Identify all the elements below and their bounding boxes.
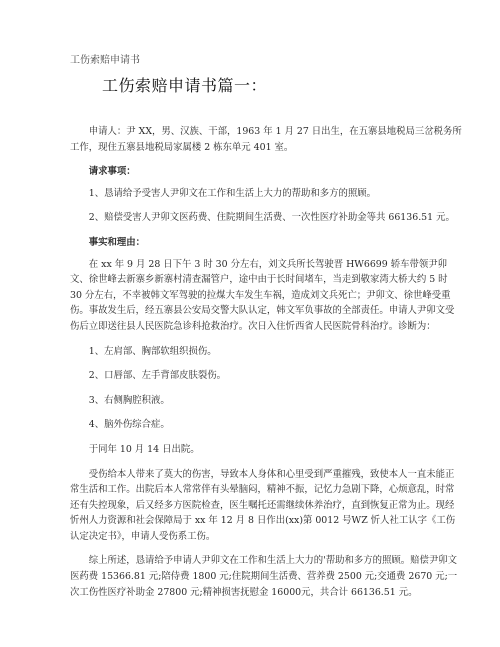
applicant-paragraph: 申请人：尹 XX，男、汉族、干部，1963 年 1 月 27 日出生，在五寨县地税局三岔税务所工作，现住五寨县地税局家属楼 2 栋东单元 401 室。 (70, 126, 462, 153)
discharge-paragraph: 于同年 10 月 14 日出院。 (88, 443, 200, 455)
diagnosis-item-2: 2、口唇部、左手背部皮肤裂伤。 (88, 370, 227, 382)
diagnosis-item-4: 4、脑外伤综合症。 (88, 419, 170, 431)
page-header: 工伤索赔申请书 (70, 55, 140, 66)
diagnosis-item-1: 1、左肩部、胸部软组织损伤。 (88, 345, 217, 357)
request-item-2: 2、赔偿受害人尹卯文医药费、住院期间生活费、一次性医疗补助金等共 66136.51 元。 (88, 212, 455, 224)
facts-heading: 事实和理由： (88, 236, 146, 248)
requests-heading: 请求事项： (88, 166, 136, 178)
summary-paragraph: 综上所述，恳请给予申请人尹卯文在工作和生活上大力的'帮助和多方的照顾。赔偿尹卯文医药费 15366.81 元;陪侍费 1800 元;住院期间生活费、营养费 2500 元;交通费 2670 元;一次工伤性医疗补助金 27800 元;精神损害抚慰金 16000元，共合计 66136.51 元。 (70, 555, 458, 598)
document-body (70, 124, 462, 609)
diagnosis-item-3: 3、右侧胸腔积液。 (88, 394, 170, 406)
injury-paragraph: 受伤给本人带来了莫大的伤害，导致本人身体和心里受到严重摧残，致使本人一直未能正常生活和工作。出院后本人常常伴有头晕脑闷，精神不振，记忆力急剧下降，心烦意乱，时常还有失控现象，后又经多方医院检查，医生嘱托还需继续休养治疗，直到恢复正常为止。现经忻州人力资源和社会保障局于 xx 年 12 月 8 日作出(xx)第 0012 号WZ 忻人社工认字《工伤认定决定书》，申请人受伤系工伤。 (70, 468, 456, 542)
document-title: 工伤索赔申请书篇一： (102, 76, 268, 95)
request-item-1: 1、恳请给予受害人尹卯文在工作和生活上大力的帮助和多方的照顾。 (88, 187, 377, 199)
facts-paragraph: 在 xx 年 9 月 28 日下午 3 时 30 分左右，刘文兵所长驾驶晋 HW6699 轿车带领尹卯文、徐世峰去新寨乡新寨村清查漏管户，途中由于长时间堵车，当走到敬家湾大桥大约 5 时 30 分左右，不幸被韩文军驾驶的拉煤大车发生车祸，造成刘文兵死亡；尹卯文、徐世峰受重伤。事故发生后，经五寨县公安局交警大队认定，韩文军负事故的全部责任。申请人尹卯文受伤后立即送往县人民医院急诊科抢救治疗。次日入住忻西省人民医院骨科治疗。诊断为： (70, 258, 455, 332)
